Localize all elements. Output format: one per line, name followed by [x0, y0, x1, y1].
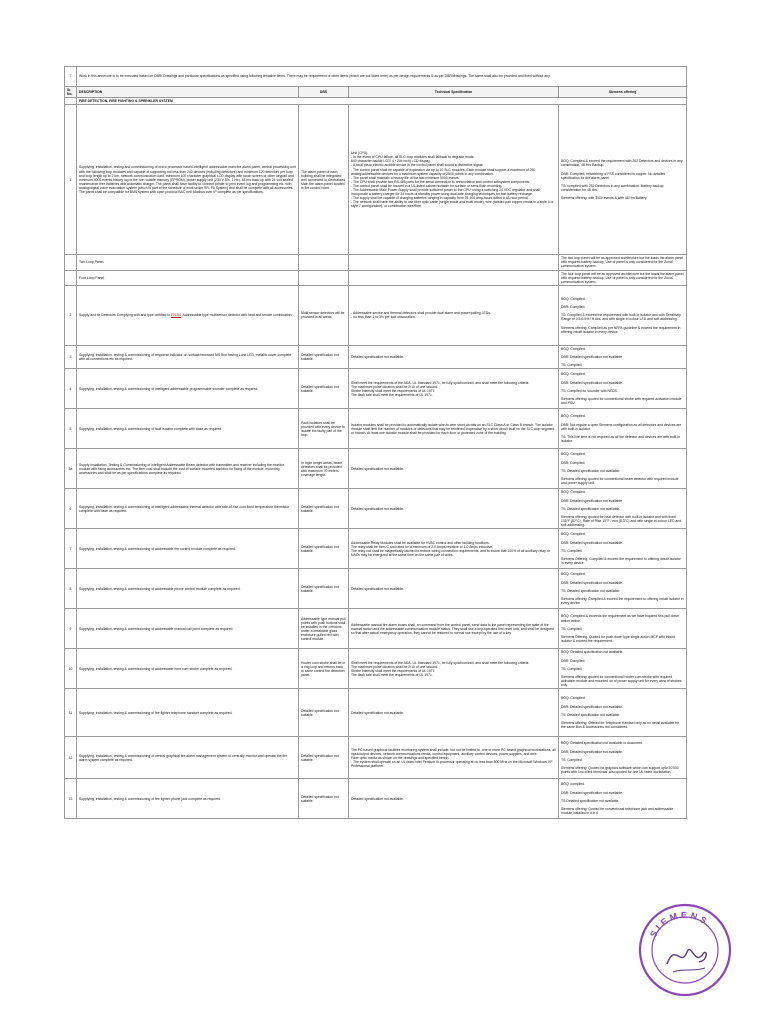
row-number: 1	[65, 105, 77, 255]
row-dbs: The alarm panel of each building shall be integrated and connected to Centralized Main fire alarm panel located in fire control room.	[299, 105, 349, 255]
row-siemens-offering: BOQ: Complied. DBR: Detailed specification not available. TS: Complied. Siemens Offering: Complied & exceed the requirement to offering inbuilt isolator in every device.	[559, 529, 687, 569]
row-technical-spec: Shall meet the requirements of the ADA, UL Standard 1971, be fully synchronized, and shall meet the following criteria: The maximum pulse duration shall be 2/10 of one second. Strobe intensity shall meet the requirements of UL 1971. The flash rate shall meet the requirements of UL 1971.	[349, 369, 559, 409]
row-description: Two Loop Panel.	[77, 255, 299, 270]
row-dbs: Fault isolators shall be provided with every device to isolate the faulty part of the loop.	[299, 409, 349, 449]
row-description	[77, 285, 299, 345]
table-row	[65, 569, 687, 609]
table-row	[65, 529, 687, 569]
row-siemens-offering: BOQ: Detailed specification not available in document. DBR: Detailed specification not available. TS: Complied. Siemens offering: Quoted for graphics software which can support upto 20'000 points with 1no client terminals. Also quoted for one UL listed workstation.	[559, 737, 687, 779]
row-technical-spec: Detailed specification not available.	[349, 345, 559, 368]
row-dbs: Detailed specification not suitable.	[299, 779, 349, 819]
table-row	[65, 285, 687, 345]
row-siemens-offering: BOQ: Complied & exceeds the requirement as we have inquired this pull down action active. TS: Complied. Siemens Offering: Quoted for push down type single action MCP with inbuilt isolator & exceed the requirement.	[559, 609, 687, 649]
row-number: 2	[65, 285, 77, 345]
table-row	[65, 489, 687, 529]
row-number: 12	[65, 737, 77, 779]
row-number	[65, 255, 77, 270]
header-description: DESCRIPTION	[77, 87, 299, 98]
row-siemens-offering: BOQ: Complied. DBR: Not require a open Siemens configuration as all detectors and devices are with built-in isolator. TS: This line item is not required as all the detector and devices are with built-in isolator.	[559, 409, 687, 449]
row-description: Supplying, installation, testing & commissioning of intelligent addressable programmable sounder complete as required.	[77, 369, 299, 409]
row-siemens-offering: BOQ: Complied & exceed the requirement with 252 Detectors and devices in any combination, 48 Hrs Backup. DBR: Complied, networking of FSS considered in copper. No detailed specification for fire alarm panel. TS: complied with 252 Detectors in any combination. Battery backup consideration for 48 Hrs. Siemens offering: with 3500 events & with 48 Hrs Battery.	[559, 105, 687, 255]
row-description: Supplying, installation, testing & commissioning of addressable phone control module complete as required.	[77, 569, 299, 609]
section-title: FIRE DETECTION, FIRE FIGHTING & SPRINKLER SYSTEM	[77, 98, 687, 105]
row-siemens-offering: BOQ: complied. DBR: Detailed specification not available. TS:Detailed specification not available. Siemens offering: Quoted for conventional telephone jack and addressable module installed in it in 6.	[559, 779, 687, 819]
row-number: 5a	[65, 449, 77, 489]
table-row	[65, 345, 687, 368]
row-number: 3	[65, 345, 77, 368]
row-dbs: Detailed specification not suitable.	[299, 345, 349, 368]
row-description: Supplying, installation, testing & commissioning of response indicator on surface/recessed MS Box having Lone LED, metallic cover complete with all connections etc as required.	[77, 345, 299, 368]
row-siemens-offering: BOQ: Complied. DBR: Detailed specification not available. TS: Complied.	[559, 345, 687, 368]
table-row	[65, 609, 687, 649]
row-siemens-offering: The four loop panel will be as approved architecture but the loads the alarm panel with required battery backup. Use of panel is only considered for the Zonal communication system.	[559, 270, 687, 285]
row-siemens-offering: BOQ: Complied. DBR: Detailed specification not available. TS: Complied for sounder with NEDS. Siemens offering: quoted for conventional strobe with required activation module and PSU.	[559, 369, 687, 409]
row-description: Supplying, installation, testing and commissioning of micro processor based intelligent addressable main fire alarm panel, central processing unit with the following loop modules and capable of supporting not less than 240 devices (including detectors) and minimum 120 detectors per loop and loop length up to 2 km, network communication card, minimum 100 character graphical LCD display with touch screen or other keypad and minimum 4000 events history log in the non volatile memory (EPROM), power supply unit (230 V 5%, 1 Hz), 48 hrs back up with 24 volt sealed maintenance free batteries with automatic charger. The panel shall have facility to connect printer to print event log and programming etc. with analog/digital voice evacuation system (which is part of the schedule of work under SR. PA System) and shall be complete with all accessories. The panel shall be compatible for BMS system with open protocol BAC net/ Modbus over IP complete as per specifications.	[77, 105, 299, 255]
boq-sheet	[64, 66, 686, 819]
row-technical-spec	[349, 255, 559, 270]
row-description: Supplying, installation, testing & commissioning of addressable manual call point complete as required.	[77, 609, 299, 649]
header-technical: Technical Specification	[349, 87, 559, 98]
row-technical-spec: Addressable manual fire alarm boxes shall, on command from the control panel, send data to the panel representing the state of the manual switch and the addressable communication module status. They shall use a key-operated test reset lock, and shall be designed so that after actual emergency operation, they cannot be restored to normal use except by the use of a key.	[349, 609, 559, 649]
row-dbs: In triple height areas, beam detectors shall be provided with maximum 70 meters coverage length.	[299, 449, 349, 489]
row-number: 7	[65, 529, 77, 569]
row-technical-spec: The PC based graphical facilities monitoring system shall include, but not be limited to, one or more PC based graphical workstations, all input/output devices, network communications media, control equipment, auxiliary control devices, power supplies, and wire. Fiber optic media as shown on the drawings and specified herein. - The system shall operate on an UL listed Intel Pentium III processor operating at no less than 800 MHz on the Microsoft Windows XP Professional platform.	[349, 737, 559, 779]
table-row	[65, 449, 687, 489]
preamble-row	[65, 67, 687, 87]
row-number: 13	[65, 779, 77, 819]
row-technical-spec	[349, 270, 559, 285]
table-row	[65, 255, 687, 270]
svg-text:SIEMENS: SIEMENS	[648, 909, 712, 940]
row-dbs: Detailed specification not suitable.	[299, 529, 349, 569]
row-number: 8	[65, 569, 77, 609]
row-description: Supplying, installation, testing & commissioning of fault isolator complete with base as required.	[77, 409, 299, 449]
table-row	[65, 369, 687, 409]
row-number: 10	[65, 649, 77, 689]
row-dbs: Detailed specification not suitable.	[299, 737, 349, 779]
table-row	[65, 779, 687, 819]
row-technical-spec: Isolator modules shall be provided to automatically isolate wire-to-wire short circuits on an SLC Class A or Class B branch. The isolator module shall limit the number of modules or detectors that may be rendered inoperative by a short circuit fault on the SLC loop segment or branch. At least one isolator module shall be provided for each floor or protected zone of the building.	[349, 409, 559, 449]
row-siemens-offering: BOQ: Complied. DBR: Detailed specification not available. TS: Detailed specification not available. Siemens offering: Complied & exceed the requirement to offering inbuilt isolator in every device.	[559, 569, 687, 609]
row-description: Supplying, installation, testing & commissioning of fire fighter telephone handset complete as required.	[77, 689, 299, 737]
company-seal-stamp	[637, 902, 733, 998]
row-number	[65, 270, 77, 285]
row-technical-spec: Detailed specification not available.	[349, 489, 559, 529]
section-no	[65, 98, 77, 105]
row-description: Four Loop Panel.	[77, 270, 299, 285]
row-dbs	[299, 270, 349, 285]
row-number: 11	[65, 689, 77, 737]
row-dbs: Detailed specification not suitable.	[299, 689, 349, 737]
row-siemens-offering: BOQ: Complied. DBR: Detailed specification not available. TS: Detailed specification not available. Siemens offering: Offered for Telephone Handset only as no detail available for the same Box & Accessories not considered.	[559, 689, 687, 737]
row-dbs: Multi sensor detectors will be provided in all areas.	[299, 285, 349, 345]
row-technical-spec: - Addressable smoke and thermal detectors shall provide dual alarm and power/polling LEDs. - no less than 1 to 3% per foot obscuration.	[349, 285, 559, 345]
row-description: Supplying, installation, testing & commissioning of central graphical fire alarm management system to centrally monitor and operate the fire alarm system complete as required.	[77, 737, 299, 779]
section-row	[65, 98, 687, 105]
row-technical-spec: Detailed specification not available.	[349, 449, 559, 489]
row-dbs: Detailed specification not suitable.	[299, 369, 349, 409]
description-text: Supply and fix Detectors Complying with and type certified to	[79, 313, 172, 318]
row-dbs: Addressable type manual pull points with push buttons shall be installed in the corridors under a breakable glass enclosure pulled red with control module.	[299, 609, 349, 649]
table-row	[65, 409, 687, 449]
row-technical-spec: Detailed specification not available.	[349, 689, 559, 737]
row-number: 4	[65, 369, 77, 409]
row-technical-spec: Addressable Relay Modules shall be available for HVAC control and other building functions. The relay shall be form C and rated for a minimum of 2.0 Amps resistive or 1.0 Amps inductive. The relay coil shall be magnetically latched to reduce wiring connection requirements, and to insure that 100% of all auxiliary relay or NACs may be energized at the same time on the same pair of wires.	[349, 529, 559, 569]
row-siemens-offering: BOQ: Complied. DBR: Complied. TS: Complied & exceed the requirement with built-in isolator and with Sensitivity Range of 0.5-6.5% / ft obs. and with single tri colour LED and soft addressing. Siemens offering: Complied as per NFPA guideline & exceed the requirement in offering inbuilt isolator in every device.	[559, 285, 687, 345]
header-siemens: Siemens offering	[559, 87, 687, 98]
row-number: 9	[65, 609, 77, 649]
table-row	[65, 649, 687, 689]
boq-table	[64, 66, 687, 819]
row-technical-spec: Unit (CPU). - In the event of CPU failure, all SLC loop modules shall fallback to degrade mode. 640 character backlit LCD/ 4 * 20x inch) LCD display. - A local piezo electric audible device in the control panel shall sound a distinctive signal. - The control panel shall be capable of expansion via up to 10 SLC modules. Each module shall support a maximum of 250 analog/addressable devices for a maximum system capacity of 2500 points in any combination. - The panel shall maintain a history file of the last minimum 5000 events. - The CPU shall provide two RS-485 ports for the serial connection to annunciation and control subsystem components. - The control panel shall be housed in a UL-listed cabinet suitable for surface or semi-flush mounting. - The Addressable Main Power Supply shall provide sufficient power to the CPU, using a switching 24 VDC regulator and shall incorporate a battery charger for 24 hours of standby power using dual-rate charging techniques for fast battery recharge. - The supply shall be capable of charging batteries ranging in capacity from 25-100 amp-hours within a 48-hour period. - The network shall have the ability to use fiber optic cable (single mode and multi mode), wire (twisted pair copper media in a style 4 or style 7 configuration), or combination wire/fiber	[349, 105, 559, 255]
row-description: Supplying, installation, testing & commissioning of addressable fire control module complete as required.	[77, 529, 299, 569]
row-dbs: Hooter cum strobe shall be in a ring loop and returns back to same control fire detection panel.	[299, 649, 349, 689]
row-description: Supplying, installation, testing & commissioning of intelligent addressable thermal detector with rate-of-rise cum fixed temperature thermistor complete with base as required.	[77, 489, 299, 529]
standard-reference: EN-54	[171, 313, 181, 318]
row-number: 5	[65, 409, 77, 449]
row-technical-spec: Detailed specification not available.	[349, 779, 559, 819]
description-text: , Addressable type multisensor detector with heat and smoke combination.	[180, 313, 293, 318]
row-description: Supply Installation, Testing & Commissioning of Intelligent Addressable Beam detector with transmitter and receiver including the monitor module with fixing accessories etc. The item cost shall include the cost of surface mounted backbox for fixing of the module, mounting accessories and shall be as per specifications complete as required.	[77, 449, 299, 489]
preamble-text: Work in this annexure is to be executed based on DBR/ Drawings and particular specifications as specified using following tentative items. There may be requirement of other items (which are not listed here) as per design requirements & as per DBR/drawings. The same shall also be provided and fixed without any	[77, 67, 687, 87]
row-siemens-offering: The two loop panel will be as-approved architecture but the loads the alarm panel with required battery backup. Use of panel is only considered for the Zonal communication system.	[559, 255, 687, 270]
row-dbs	[299, 255, 349, 270]
table-row	[65, 105, 687, 255]
row-dbs: Detailed specification not suitable.	[299, 569, 349, 609]
row-technical-spec: Shall meet the requirements of the ADA, UL Standard 1971, be fully synchronized, and shall meet the following criteria: The maximum pulse duration shall be 2/10 of one second. Strobe intensity shall meet the requirements of UL 1971. The flash rate shall meet the requirements of UL 1971.	[349, 649, 559, 689]
preamble-no: 7	[65, 67, 77, 87]
header-dbs: DBS	[299, 87, 349, 98]
header-row	[65, 87, 687, 98]
row-number: 6	[65, 489, 77, 529]
row-description: Supplying, installation, testing & commissioning of addressable horn cum strobe complete as required.	[77, 649, 299, 689]
row-technical-spec: Detailed specification not available.	[349, 569, 559, 609]
table-row	[65, 689, 687, 737]
row-dbs: Detailed specification not suitable.	[299, 489, 349, 529]
row-description: Supplying, installation, testing & commissioning of fire fighter phone jack complete as required.	[77, 779, 299, 819]
row-siemens-offering: BOQ: Complied. DBR: Detailed specification not available. TS: Detailed specification not available. Siemens offering: quoted for heat detector with built-in isolator and with fixed 135°F (57°C), Rate of Rise 15°F / min (8.3°C) and with single tri colour LED and soft addressing.	[559, 489, 687, 529]
table-row	[65, 737, 687, 779]
header-no: Sr. No.	[65, 87, 77, 98]
row-siemens-offering: BOQ: Detailed specification not available. DBR: Complied. TS: Complied. Siemens offering: quoted for conventional hooter cum strobe with required activation module and mounted on of power supply unit for every area of strobes only.	[559, 649, 687, 689]
table-row	[65, 270, 687, 285]
row-siemens-offering: BOQ: Complied. DBR: Complied. TS: Detailed specification not available. Siemens offering: quoted for conventional beam detector with required module and power supply unit.	[559, 449, 687, 489]
